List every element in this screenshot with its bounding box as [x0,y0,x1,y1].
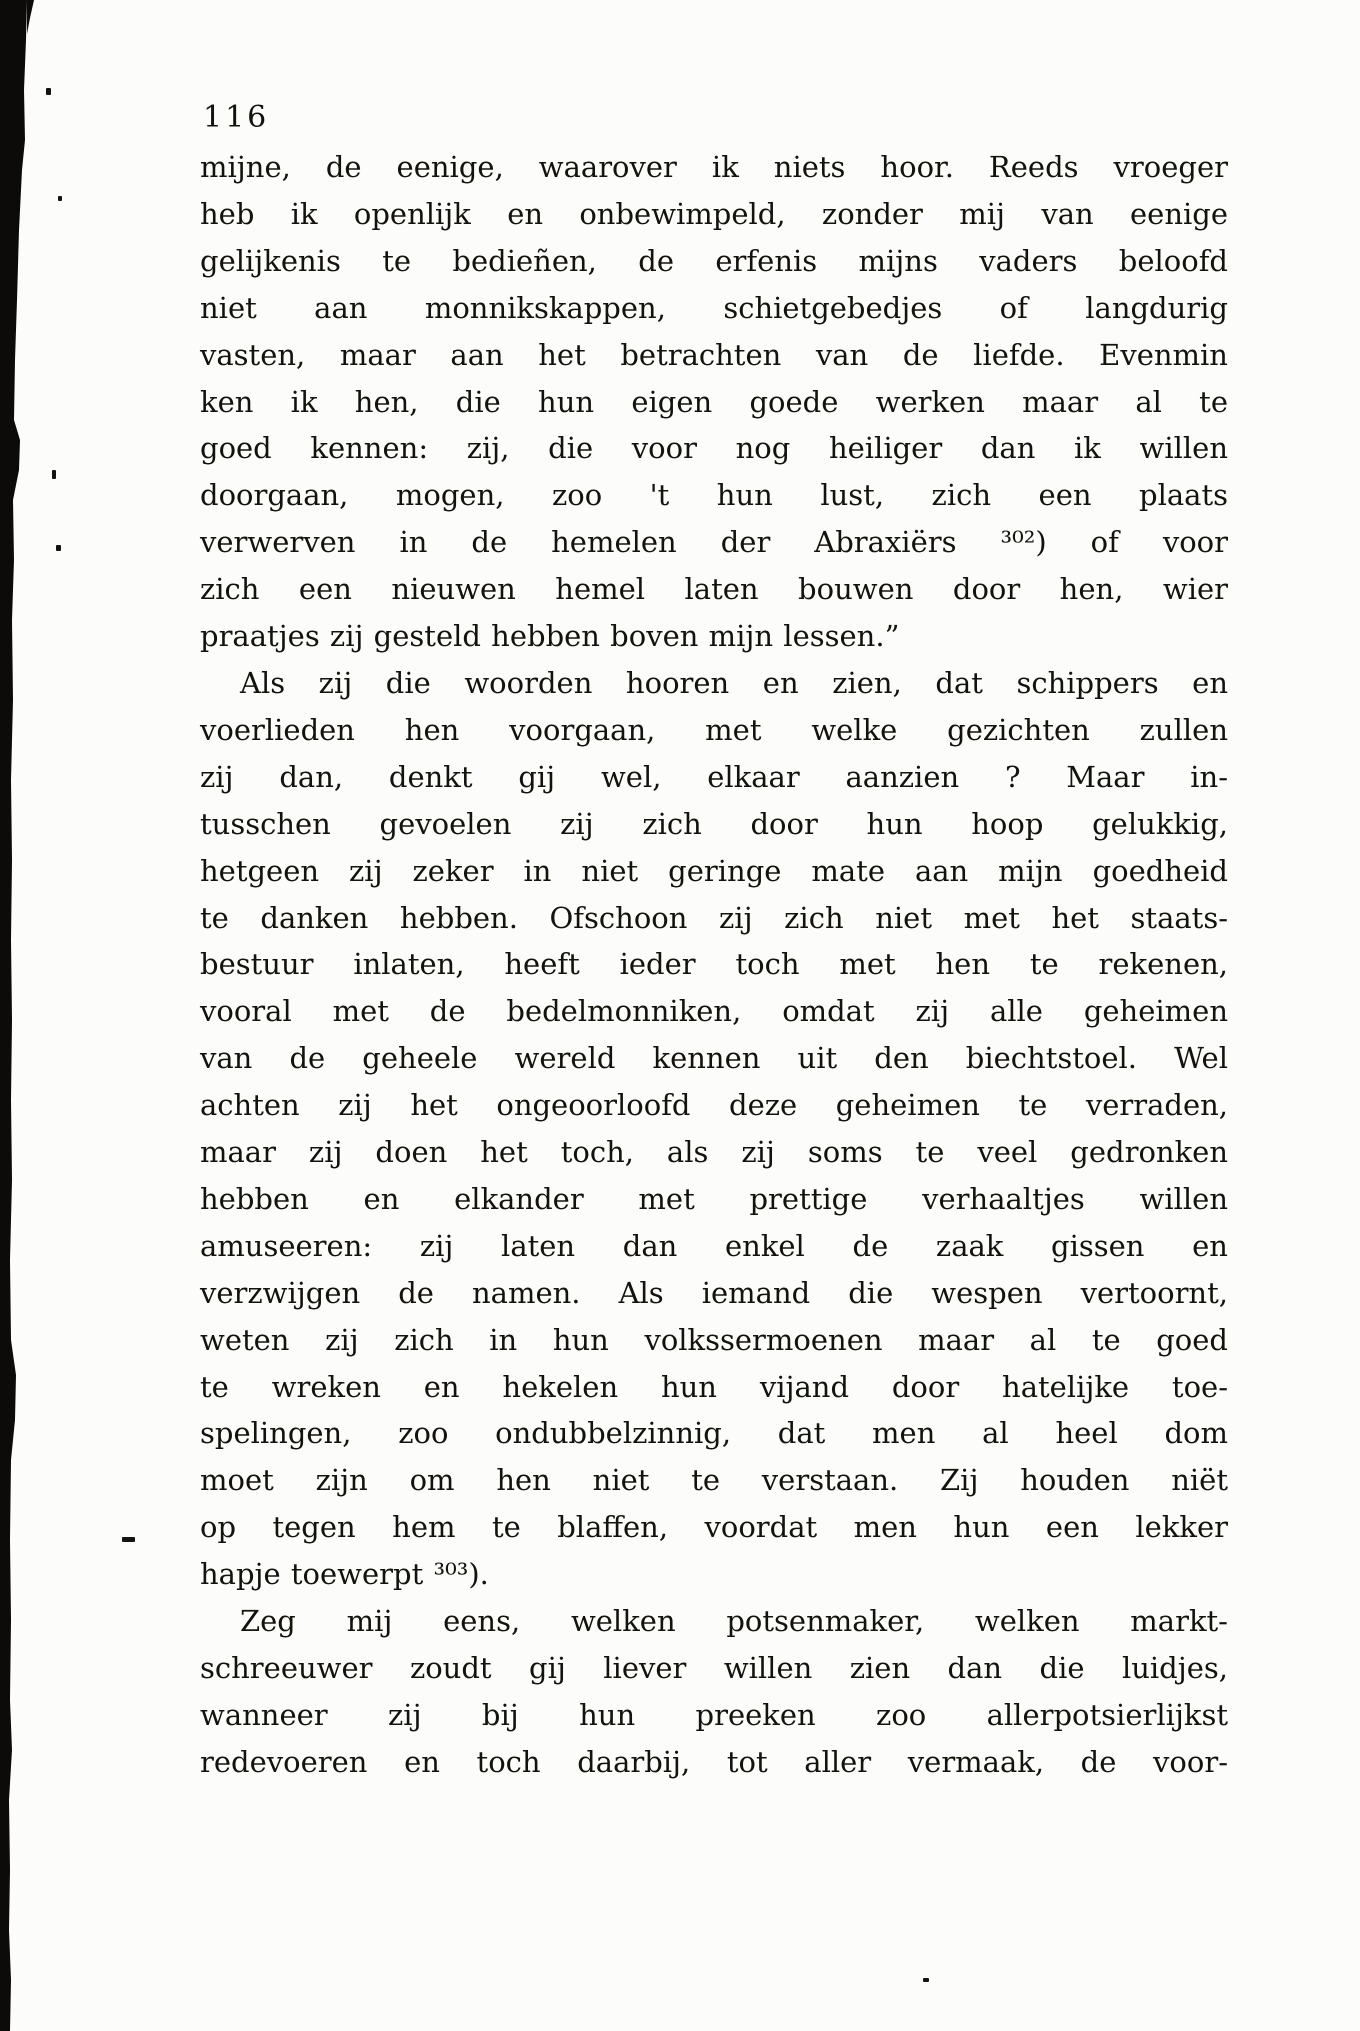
text-line: niet aan monnikskappen, schietgebedjes of langdurig [200,290,1228,325]
text-line: op tegen hem te blaffen, voordat men hun een lekker [200,1510,1228,1545]
text-line: amuseeren: zij laten dan enkel de zaak gissen en [200,1228,1228,1263]
text-line: maar zij doen het toch, als zij soms te veel gedronken [200,1135,1228,1170]
text-line: verwerven in de hemelen der Abraxiërs ³⁰²) of voor [200,525,1228,560]
text-line: vasten, maar aan het betrachten van de liefde. Evenmin [200,337,1228,372]
text-line: verzwijgen de namen. Als iemand die wespen vertoornt, [200,1275,1228,1310]
ink-speck [46,88,51,95]
text-line: zij dan, denkt gij wel, elkaar aanzien ? Maar in- [200,759,1228,794]
text-line: zich een nieuwen hemel laten bouwen door hen, wier [200,572,1228,607]
text-line: heb ik openlijk en onbewimpeld, zonder mij van eenige [200,196,1228,231]
text-line: ken ik hen, die hun eigen goede werken maar al te [200,384,1228,419]
ink-speck [56,545,61,551]
text-line: Als zij die woorden hooren en zien, dat schippers en [240,665,1228,700]
scan-artifact-dot [923,1978,929,1982]
page-number: 116 [203,100,270,135]
text-line: tusschen gevoelen zij zich door hun hoop gelukkig, [200,806,1228,841]
text-line: schreeuwer zoudt gij liever willen zien dan die luidjes, [200,1651,1228,1685]
text-line: vooral met de bedelmonniken, omdat zij alle geheimen [200,994,1228,1029]
text-line: hapje toewerpt ³⁰³). [200,1557,489,1592]
text-line: gelijkenis te bedieñen, de erfenis mijns vaders beloofd [200,243,1228,278]
text-line: Zeg mij eens, welken potsenmaker, welken markt- [240,1604,1228,1639]
text-line: te danken hebben. Ofschoon zij zich niet met het staats- [200,900,1228,935]
text-line: doorgaan, mogen, zoo 't hun lust, zich een plaats [200,478,1228,513]
text-line: redevoeren en toch daarbij, tot aller vermaak, de voor- [200,1744,1228,1779]
text-line: spelingen, zoo ondubbelzinnig, dat men al heel dom [200,1416,1228,1451]
text-line: mijne, de eenige, waarover ik niets hoor. Reeds vroeger [200,150,1228,184]
text-body [200,144,1228,1786]
text-line: hebben en elkander met prettige verhaaltjes willen [200,1181,1228,1216]
ink-speck [58,196,62,201]
scan-artifact-margin-dash [122,1537,135,1542]
text-line: te wreken en hekelen hun vijand door hatelijke toe- [200,1369,1228,1404]
binding-shadow [0,0,40,2031]
text-line: voerlieden hen voorgaan, met welke gezichten zullen [200,712,1228,747]
text-line: goed kennen: zij, die voor nog heiliger dan ik willen [200,431,1228,466]
text-line: moet zijn om hen niet te verstaan. Zij houden niët [200,1463,1228,1498]
text-line: wanneer zij bij hun preeken zoo allerpotsierlijkst [200,1697,1228,1732]
text-line: bestuur inlaten, heeft ieder toch met hen te rekenen, [200,947,1228,982]
text-line: hetgeen zij zeker in niet geringe mate aan mijn goedheid [200,853,1228,888]
text-line: weten zij zich in hun volkssermoenen maar al te goed [200,1322,1228,1357]
text-line: van de geheele wereld kennen uit den biechtstoel. Wel [200,1041,1228,1076]
text-line: achten zij het ongeoorloofd deze geheimen te verraden, [200,1088,1228,1123]
ink-speck [52,470,56,479]
text-line: praatjes zij gesteld hebben boven mijn lessen.” [200,619,900,654]
